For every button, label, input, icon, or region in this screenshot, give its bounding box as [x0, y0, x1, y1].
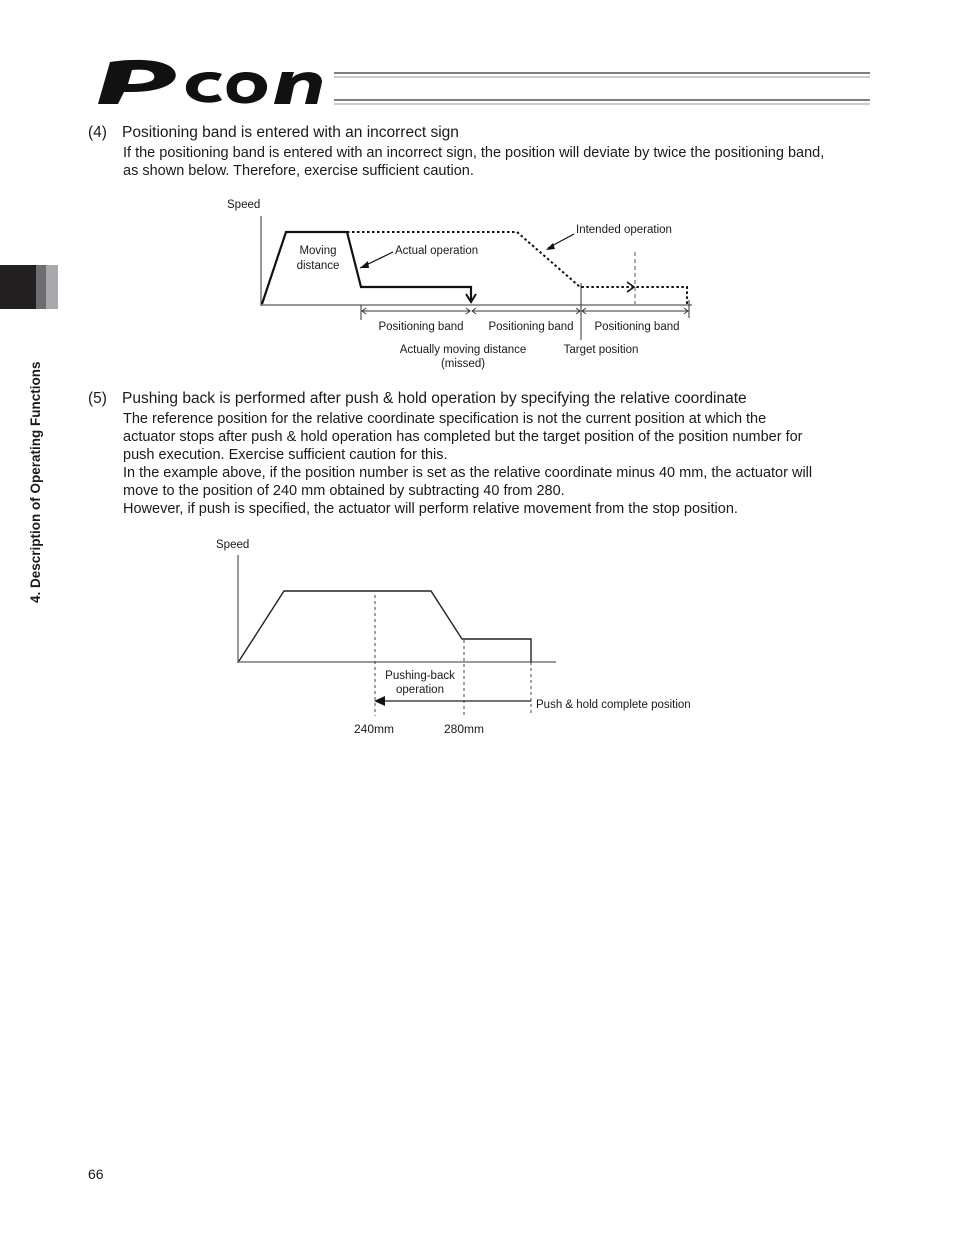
actual-operation-curve: [262, 232, 471, 304]
chapter-tab-block-dark: [0, 265, 36, 309]
position-240-label: 240mm: [353, 722, 395, 736]
intended-callout-arrowhead: [546, 243, 555, 250]
target-position-label: Target position: [563, 344, 639, 356]
chapter-tab-block-mid: [36, 265, 46, 309]
actually-moving-distance-label: (missed): [440, 358, 486, 370]
section-5-body-line: The reference position for the relative coordinate specification is not the current position at which the: [123, 411, 767, 427]
intended-callout-leader: [548, 234, 574, 248]
position-280-label: 280mm: [443, 722, 485, 736]
intended-operation-label: Intended operation: [576, 224, 672, 236]
pushing-back-label: operation: [396, 684, 444, 696]
positioning-band-label: Positioning band: [378, 321, 464, 333]
pcon-logo: [96, 56, 871, 108]
push-hold-complete-label: Push & hold complete position: [536, 699, 691, 711]
section-4-title: Positioning band is entered with an incorrect sign: [122, 124, 459, 141]
section-5-body-line: However, if push is specified, the actuator will perform relative movement from the stop position.: [123, 501, 738, 517]
section-5-body-line: In the example above, if the position number is set as the relative coordinate minus 40 mm, the actuator will: [123, 465, 813, 481]
chapter-tab-block-light: [46, 265, 58, 309]
section-4-body: [123, 144, 883, 180]
chapter-tab: [0, 265, 58, 309]
section-4-number: (4): [88, 124, 107, 141]
pushing-back-arrowhead: [374, 696, 385, 706]
positioning-band-label: Positioning band: [488, 321, 574, 333]
actual-stop-arrow: [466, 294, 476, 302]
band-arrowheads: [362, 308, 688, 314]
section-5-body-line: actuator stops after push & hold operation has completed but the target position of the position number for: [123, 429, 803, 445]
actually-moving-distance-label: Actually moving distance: [399, 344, 527, 356]
pushing-back-label: Pushing-back: [385, 670, 455, 682]
section-5-title: Pushing back is performed after push & hold operation by specifying the relative coordinate: [122, 390, 747, 407]
section-5-body: [123, 410, 883, 518]
section-4-heading: [88, 124, 459, 142]
actual-callout-leader: [360, 252, 393, 268]
moving-distance-label: distance: [296, 260, 340, 272]
page-number: 66: [88, 1166, 104, 1182]
speed-axis-label: Speed: [227, 199, 261, 211]
speed-axis-label: Speed: [216, 539, 250, 551]
actual-callout-arrowhead: [360, 261, 369, 268]
section-4-body-line: If the positioning band is entered with an incorrect sign, the position will deviate by twice the positioning band,: [123, 145, 825, 161]
section-5-heading: [88, 390, 747, 408]
section-5-body-line: move to the position of 240 mm obtained by subtracting 40 from 280.: [123, 483, 565, 499]
actual-operation-label: Actual operation: [395, 245, 479, 257]
chapter-label: 4. Description of Operating Functions: [28, 361, 43, 603]
moving-distance-label: Moving: [299, 245, 337, 257]
intended-operation-curve: [347, 232, 687, 304]
pcon-logo-graphic: [96, 56, 871, 108]
intended-arrow: [627, 282, 634, 292]
push-operation-curve: [239, 591, 531, 662]
section-5-number: (5): [88, 390, 107, 407]
positioning-band-label: Positioning band: [594, 321, 680, 333]
section-4-body-line: as shown below. Therefore, exercise sufficient caution.: [123, 163, 474, 179]
section-5-body-line: push execution. Exercise sufficient caution for this.: [123, 447, 448, 463]
